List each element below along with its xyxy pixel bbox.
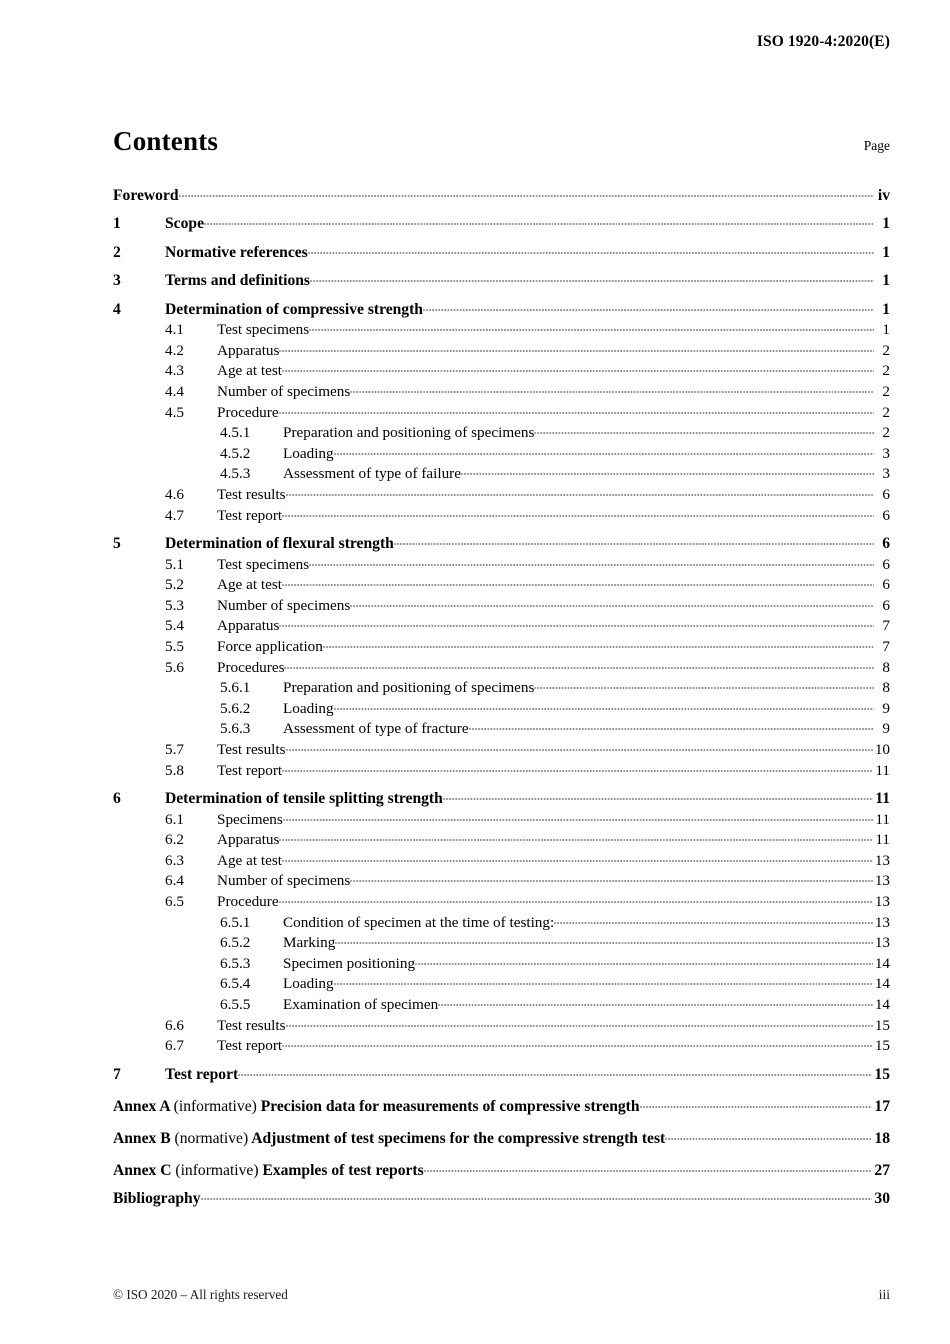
toc-entry-page-number: 15 <box>874 1037 890 1055</box>
page-footer <box>113 1287 890 1303</box>
toc-entry-page-number: 13 <box>874 934 890 952</box>
toc-entry-number: 1 <box>113 215 121 233</box>
toc-entry-number: 6.2 <box>165 831 184 849</box>
toc-dot-leader <box>286 739 873 754</box>
toc-dot-leader <box>286 1014 873 1029</box>
toc-entry[interactable] <box>113 759 890 780</box>
toc-entry-page-number: 6 <box>882 485 890 503</box>
toc-entry-page-number: 2 <box>882 341 890 359</box>
toc-dot-leader <box>279 340 874 355</box>
toc-entry[interactable] <box>113 595 890 616</box>
toc-entry[interactable] <box>113 298 890 319</box>
toc-entry-page-number: 6 <box>882 506 890 524</box>
toc-entry-page-number: 13 <box>874 872 890 890</box>
toc-entry-number: 3 <box>113 272 121 290</box>
toc-entry[interactable] <box>113 973 890 994</box>
toc-entry-title: Specimen positioning <box>283 954 416 972</box>
toc-entry-page-number: 6 <box>882 555 890 573</box>
toc-entry-title: Normative references <box>165 243 308 261</box>
toc-entry-title: Number of specimens <box>217 382 351 400</box>
toc-entry-title: Marking <box>283 934 336 952</box>
toc-entry-page-number: 9 <box>882 720 890 738</box>
toc-entry-number: 6.5.1 <box>220 913 251 931</box>
toc-entry[interactable] <box>113 911 890 932</box>
toc-entry[interactable] <box>113 1095 890 1116</box>
toc-entry[interactable] <box>113 677 890 698</box>
toc-entry-title: Apparatus <box>217 341 280 359</box>
toc-entry-number: 5.4 <box>165 617 184 635</box>
toc-entry-page-number: 11 <box>875 831 890 849</box>
toc-dot-leader <box>282 1035 873 1050</box>
toc-entry-number: 4.5.2 <box>220 444 251 462</box>
toc-dot-leader <box>279 891 873 906</box>
toc-entry-page-number: 8 <box>882 658 890 676</box>
toc-entry[interactable] <box>113 1063 890 1084</box>
toc-entry-title <box>113 1161 424 1180</box>
toc-entry-title: Determination of flexural strength <box>165 535 394 553</box>
toc-dot-leader <box>534 422 874 437</box>
toc-entry[interactable] <box>113 787 890 808</box>
toc-entry-title: Determination of tensile splitting strength <box>165 790 443 808</box>
toc-dot-leader <box>279 615 874 630</box>
toc-entry-page-number: 1 <box>882 300 890 318</box>
toc-entry[interactable] <box>113 615 890 636</box>
toc-entry-number: 4.3 <box>165 362 184 380</box>
toc-entry[interactable] <box>113 698 890 719</box>
toc-entry[interactable] <box>113 1159 890 1180</box>
toc-dot-leader <box>443 787 873 803</box>
toc-entry-number: 7 <box>113 1065 121 1083</box>
toc-entry-number: 4.5 <box>165 403 184 421</box>
toc-entry-title: Age at test <box>217 851 282 869</box>
toc-entry-page-number: 13 <box>874 851 890 869</box>
toc-entry[interactable] <box>113 532 890 553</box>
toc-entry-page-number: 27 <box>874 1161 890 1179</box>
toc-entry-number: 5.6.3 <box>220 720 251 738</box>
toc-entry-title: Number of specimens <box>217 872 351 890</box>
toc-dot-leader <box>310 270 874 286</box>
toc-entry[interactable] <box>113 829 890 850</box>
toc-dot-leader <box>179 184 874 200</box>
toc-entry-title: Test report <box>217 761 283 779</box>
toc-entry-number: 6.7 <box>165 1037 184 1055</box>
toc-entry-page-number: 2 <box>882 382 890 400</box>
toc-dot-leader <box>309 319 874 334</box>
toc-entry-number: 6.5 <box>165 893 184 911</box>
toc-entry-title: Test report <box>217 1037 283 1055</box>
toc-entry[interactable] <box>113 401 890 422</box>
table-of-contents <box>113 184 890 1209</box>
toc-entry-page-number: 8 <box>882 679 890 697</box>
toc-entry[interactable] <box>113 850 890 871</box>
toc-entry-page-number: 13 <box>874 893 890 911</box>
toc-entry-page-number: 18 <box>874 1129 890 1147</box>
toc-entry[interactable] <box>113 718 890 739</box>
toc-entry-title: Test specimens <box>217 321 310 339</box>
toc-dot-leader <box>350 870 873 885</box>
toc-entry-title: Procedure <box>217 403 279 421</box>
toc-entry-page-number: 7 <box>882 617 890 635</box>
toc-entry-title: Age at test <box>217 576 282 594</box>
annex-label: Annex C <box>113 1161 172 1179</box>
toc-entry-title: Apparatus <box>217 617 280 635</box>
toc-entry-title: Apparatus <box>217 831 280 849</box>
toc-entry-number: 4.4 <box>165 382 184 400</box>
toc-entry-number: 5.8 <box>165 761 184 779</box>
toc-entry[interactable] <box>113 808 890 829</box>
toc-entry[interactable] <box>113 739 890 760</box>
toc-entry[interactable] <box>113 1188 890 1209</box>
toc-entry-number: 4.5.1 <box>220 424 251 442</box>
toc-dot-leader <box>350 381 874 396</box>
toc-entry-title: Test results <box>217 485 286 503</box>
annex-label: Annex B <box>113 1129 171 1147</box>
toc-dot-leader <box>282 850 873 865</box>
toc-entry-page-number: 2 <box>882 362 890 380</box>
toc-entry-number: 4.1 <box>165 321 184 339</box>
toc-entry-page-number: 1 <box>882 243 890 261</box>
toc-entry-number: 5.7 <box>165 740 184 758</box>
toc-dot-leader <box>286 484 874 499</box>
toc-entry-page-number: 11 <box>875 790 890 808</box>
page-title: Contents <box>113 126 219 156</box>
toc-entry-page-number: 10 <box>874 740 890 758</box>
toc-dot-leader <box>309 553 874 568</box>
toc-dot-leader <box>394 532 874 548</box>
toc-entry-page-number: 11 <box>875 810 890 828</box>
toc-dot-leader <box>323 636 874 651</box>
toc-entry-number: 6.4 <box>165 872 184 890</box>
toc-entry-number: 5.1 <box>165 555 184 573</box>
toc-entry[interactable] <box>113 1014 890 1035</box>
toc-entry[interactable] <box>113 994 890 1015</box>
toc-entry-title: Age at test <box>217 362 282 380</box>
toc-entry-page-number: 6 <box>882 535 890 553</box>
toc-entry[interactable] <box>113 241 890 262</box>
toc-entry[interactable] <box>113 270 890 291</box>
toc-entry-page-number: 13 <box>874 913 890 931</box>
toc-entry-number: 6.5.2 <box>220 934 251 952</box>
toc-entry[interactable] <box>113 891 890 912</box>
toc-dot-leader <box>350 595 874 610</box>
page-column-label: Page <box>863 138 890 153</box>
toc-entry[interactable] <box>113 1127 890 1148</box>
toc-dot-leader <box>334 973 873 988</box>
toc-entry-page-number: 11 <box>875 761 890 779</box>
toc-entry-title: Assessment of type of fracture <box>283 720 469 738</box>
toc-entry[interactable] <box>113 340 890 361</box>
toc-entry-title: Loading <box>283 699 334 717</box>
toc-entry-number: 4.6 <box>165 485 184 503</box>
toc-dot-leader <box>204 213 874 229</box>
toc-entry-title: Test report <box>217 506 283 524</box>
toc-entry-number: 5.2 <box>165 576 184 594</box>
toc-entry-number: 5.6.1 <box>220 679 251 697</box>
toc-entry[interactable] <box>113 656 890 677</box>
toc-entry[interactable] <box>113 422 890 443</box>
toc-entry-title: Force application <box>217 638 323 655</box>
toc-entry-title: Loading <box>283 975 334 993</box>
annex-title: Adjustment of test specimens for the compressive strength test <box>251 1129 666 1147</box>
toc-dot-leader <box>201 1188 873 1204</box>
annex-qualifier: (normative) <box>174 1129 249 1147</box>
toc-dot-leader <box>282 574 874 589</box>
toc-entry-page-number: 2 <box>882 424 890 442</box>
toc-entry-number: 4.5.3 <box>220 465 251 483</box>
toc-dot-leader <box>282 759 873 774</box>
toc-entry-title: Condition of specimen at the time of testing: <box>283 913 555 931</box>
toc-dot-leader <box>279 829 873 844</box>
toc-entry-title: Procedures <box>217 658 285 676</box>
toc-entry-number: 5.6.2 <box>220 699 251 717</box>
toc-dot-leader <box>334 443 874 458</box>
toc-entry-title: Loading <box>283 444 334 462</box>
toc-entry[interactable] <box>113 184 890 205</box>
toc-entry-page-number: 3 <box>882 444 890 462</box>
toc-dot-leader <box>282 360 874 375</box>
toc-entry-number: 2 <box>113 243 121 261</box>
toc-entry-title: Procedure <box>217 893 279 911</box>
toc-dot-leader <box>335 932 873 947</box>
toc-entry-number: 4.7 <box>165 506 184 524</box>
toc-entry[interactable] <box>113 553 890 574</box>
page-folio: iii <box>878 1287 890 1302</box>
toc-entry-page-number: 2 <box>882 403 890 421</box>
toc-entry-page-number: 15 <box>874 1065 890 1083</box>
toc-entry-number: 6.6 <box>165 1016 184 1034</box>
toc-entry-title: Test report <box>165 1065 239 1083</box>
toc-entry-page-number: 7 <box>882 638 890 655</box>
toc-entry-number: 4 <box>113 300 121 318</box>
toc-dot-leader <box>424 1159 873 1175</box>
copyright-notice: © ISO 2020 – All rights reserved <box>113 1287 288 1302</box>
toc-entry-page-number: 14 <box>874 996 890 1013</box>
toc-dot-leader <box>283 808 874 823</box>
toc-entry-number: 6.5.4 <box>220 975 251 993</box>
toc-entry[interactable] <box>113 443 890 464</box>
toc-entry-number: 6.5.3 <box>220 954 251 972</box>
toc-entry-page-number: iv <box>877 186 890 204</box>
toc-entry-page-number: 9 <box>882 699 890 717</box>
toc-entry-number: 4.2 <box>165 341 184 359</box>
toc-dot-leader <box>665 1127 872 1143</box>
toc-dot-leader <box>438 994 873 1009</box>
toc-entry[interactable] <box>113 932 890 953</box>
toc-dot-leader <box>415 953 873 968</box>
toc-entry-title: Scope <box>165 215 204 233</box>
toc-entry-title: Test results <box>217 1016 286 1034</box>
toc-entry-title: Foreword <box>113 186 179 204</box>
toc-dot-leader <box>423 298 874 314</box>
toc-dot-leader <box>308 241 874 257</box>
annex-qualifier: (informative) <box>175 1161 259 1179</box>
toc-dot-leader <box>279 401 874 416</box>
toc-entry-title <box>113 1097 640 1116</box>
toc-entry-number: 6 <box>113 790 121 808</box>
toc-entry-title: Determination of compressive strength <box>165 300 423 318</box>
toc-entry-number: 5.6 <box>165 658 184 676</box>
toc-entry-number: 5.5 <box>165 638 184 655</box>
toc-entry[interactable] <box>113 381 890 402</box>
toc-entry[interactable] <box>113 360 890 381</box>
toc-entry[interactable] <box>113 870 890 891</box>
toc-entry[interactable] <box>113 636 890 657</box>
toc-dot-leader <box>469 718 874 733</box>
toc-entry-number: 5 <box>113 535 121 553</box>
toc-entry-page-number: 1 <box>882 272 890 290</box>
toc-entry[interactable] <box>113 484 890 505</box>
toc-dot-leader <box>284 656 874 671</box>
toc-dot-leader <box>282 504 874 519</box>
toc-dot-leader <box>238 1063 872 1079</box>
toc-dot-leader <box>461 463 874 478</box>
toc-entry-page-number: 6 <box>882 576 890 594</box>
toc-entry[interactable] <box>113 953 890 974</box>
toc-entry-title <box>113 1129 665 1148</box>
toc-entry-number: 6.1 <box>165 810 184 828</box>
toc-entry[interactable] <box>113 1035 890 1056</box>
toc-entry[interactable] <box>113 574 890 595</box>
toc-entry-title: Assessment of type of failure <box>283 465 461 483</box>
toc-entry-title: Examination of specimen <box>283 996 439 1013</box>
toc-entry[interactable] <box>113 319 890 340</box>
toc-entry[interactable] <box>113 463 890 484</box>
toc-entry-page-number: 15 <box>874 1016 890 1034</box>
toc-entry-page-number: 1 <box>882 321 890 339</box>
toc-entry-title: Number of specimens <box>217 596 351 614</box>
toc-dot-leader <box>334 698 874 713</box>
toc-dot-leader <box>640 1095 873 1111</box>
toc-entry-page-number: 3 <box>882 465 890 483</box>
annex-title: Precision data for measurements of compressive strength <box>260 1097 640 1115</box>
document-header-standard-number: ISO 1920-4:2020(E) <box>756 33 890 50</box>
toc-entry-title: Test specimens <box>217 555 310 573</box>
toc-dot-leader <box>534 677 874 692</box>
annex-qualifier: (informative) <box>173 1097 257 1115</box>
annex-title: Examples of test reports <box>262 1161 424 1179</box>
toc-entry-page-number: 30 <box>874 1190 890 1208</box>
toc-entry-number: 6.5.5 <box>220 996 251 1013</box>
toc-entry-title: Preparation and positioning of specimens <box>283 679 535 697</box>
toc-entry-page-number: 14 <box>874 954 890 972</box>
toc-entry-page-number: 17 <box>874 1097 890 1115</box>
toc-entry-page-number: 6 <box>882 596 890 614</box>
toc-entry-page-number: 1 <box>882 215 890 233</box>
toc-entry-title: Preparation and positioning of specimens <box>283 424 535 442</box>
toc-entry-title: Terms and definitions <box>165 272 310 290</box>
toc-entry[interactable] <box>113 213 890 234</box>
toc-entry-number: 5.3 <box>165 596 184 614</box>
toc-entry-number: 6.3 <box>165 851 184 869</box>
toc-entry-title: Test results <box>217 740 286 758</box>
toc-dot-leader <box>554 911 873 926</box>
toc-entry-title: Specimens <box>217 810 283 828</box>
toc-entry-page-number: 14 <box>874 975 890 993</box>
toc-entry-title: Bibliography <box>113 1190 201 1208</box>
toc-entry[interactable] <box>113 504 890 525</box>
annex-label: Annex A <box>113 1097 170 1115</box>
contents-heading-row <box>113 126 890 157</box>
